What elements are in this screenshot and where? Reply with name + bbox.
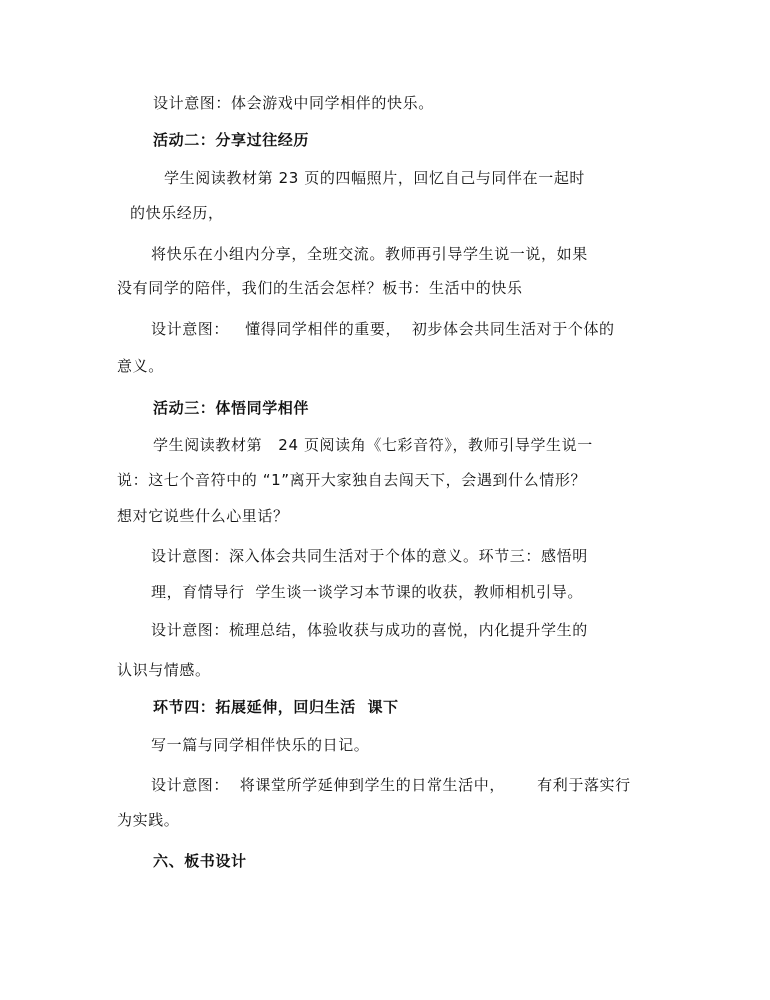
text-line-design-intent-5: 设计意图： 将课堂所学延伸到学生的日常生活中， 有利于落实行 [151,776,631,794]
heading-activity-three: 活动三：体悟同学相伴 [153,399,310,417]
heading-section-four: 环节四：拓展延伸，回归生活 课下 [153,698,399,716]
text-line-design-intent-4: 设计意图：梳理总结，体验收获与成功的喜悦，内化提升学生的 [151,621,588,639]
text-line-design-intent-2: 设计意图： 懂得同学相伴的重要， 初步体会共同生活对于个体的 [151,320,615,338]
text-line: 将快乐在小组内分享，全班交流。教师再引导学生说一说，如果 [151,245,588,263]
heading-board-design: 六、板书设计 [153,852,247,870]
text-line: 想对它说些什么心里话？ [117,507,289,525]
text-line: 学生阅读教材第 23 页的四幅照片，回忆自己与同伴在一起时 [164,169,586,187]
text-line: 学生阅读教材第 24 页阅读角《七彩音符》，教师引导学生说一 [153,436,593,454]
text-line: 说：这七个音符中的 “1”离开大家独自去闯天下，会遇到什么情形？ [117,471,587,489]
text-line-design-intent-3: 设计意图：深入体会共同生活对于个体的意义。环节三：感悟明 [151,547,588,565]
text-line: 没有同学的陪伴，我们的生活会怎样？板书：生活中的快乐 [117,279,523,297]
text-line: 认识与情感。 [117,661,211,679]
text-line: 的快乐经历， [130,204,224,222]
text-line: 意义。 [117,357,164,375]
text-line: 为实践。 [117,811,180,829]
text-line: 写一篇与同学相伴快乐的日记。 [151,736,370,754]
text-line: 理，育情导行 学生谈一谈学习本节课的收获，教师相机引导。 [151,583,583,601]
text-line-design-intent-1: 设计意图：体会游戏中同学相伴的快乐。 [153,94,434,112]
heading-activity-two: 活动二：分享过往经历 [153,131,310,149]
